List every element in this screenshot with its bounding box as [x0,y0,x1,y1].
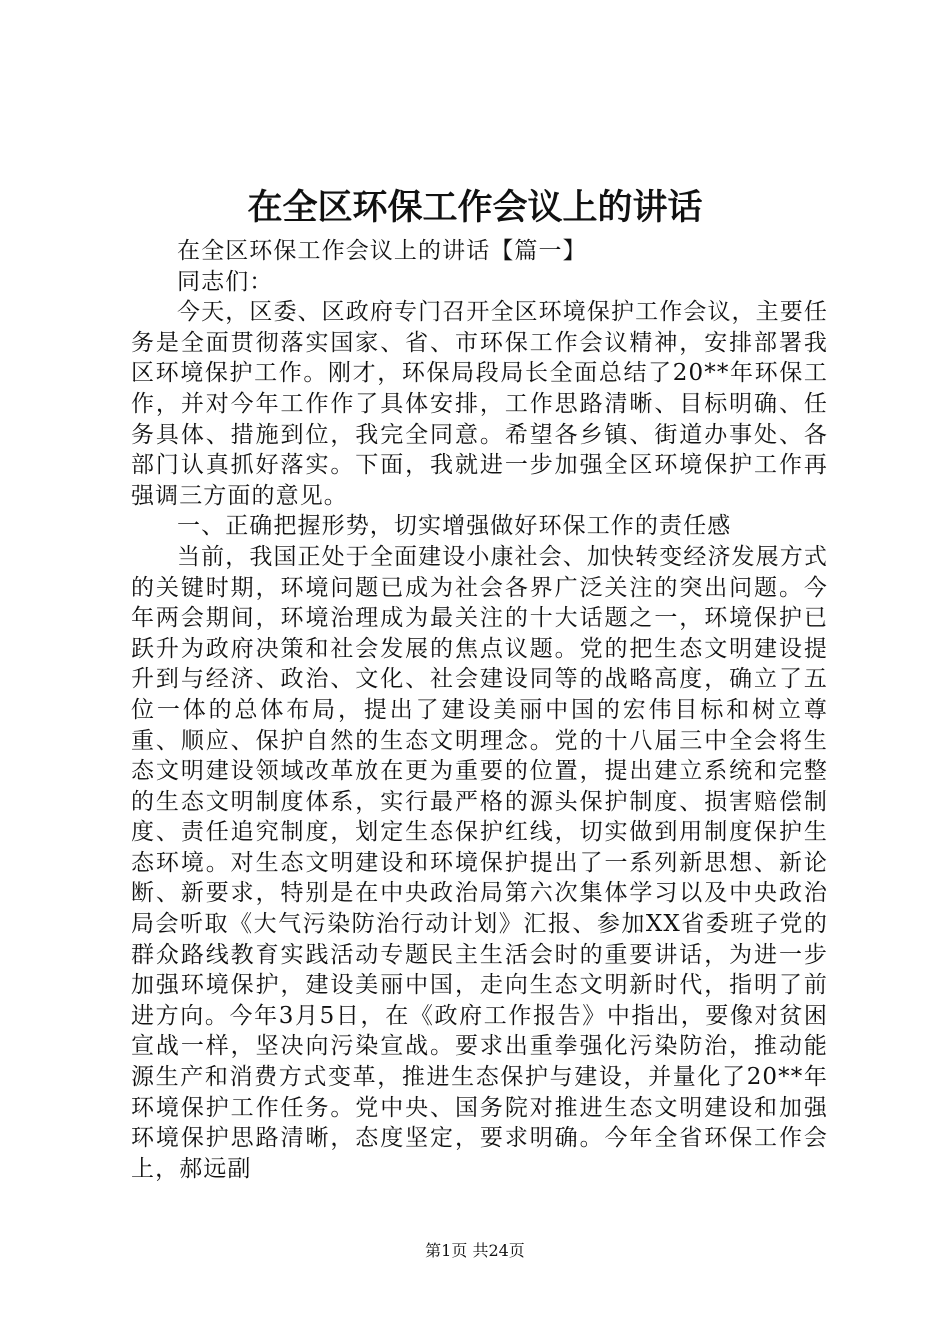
section-heading-part-one: 在全区环保工作会议上的讲话【篇一】 [177,238,587,264]
body-paragraph: 当前，我国正处于全面建设小康社会、加快转变经济发展方式的关键时期，环境问题已成为社会各界广泛关注的突出问题。今年两会期间，环境治理成为最关注的十大话题之一，环境保护已跃升为政府决策和社会发展的焦点议题。党的把生态文明建设提升到与经济、政治、文化、社会建设同等的战略高度，确立了五位一体的总体布局，提出了建设美丽中国的宏伟目标和树立尊重、顺应、保护自然的生态文明理念。党的十八届三中全会将生态文明建设领域改革放在更为重要的位置，提出建立系统和完整的生态文明制度体系，实行最严格的源头保护制度、损害赔偿制度、责任追究制度，划定生态保护红线，切实做到用制度保护生态环境。对生态文明建设和环境保护提出了一系列新思想、新论断、新要求，特别是在中央政治局第六次集体学习以及中央政治局会听取《大气污染防治行动计划》汇报、参加XX省委班子党的群众路线教育实践活动专题民主生活会时的重要讲话，为进一步加强环境保护，建设美丽中国，走向生态文明新时代，指明了前进方向。今年3月5日，在《政府工作报告》中指出，要像对贫困宣战一样，坚决向污染宣战。要求出重拳强化污染防治，推动能源生产和消费方式变革，推进生态保护与建设，并量化了20**年环境保护工作任务。党中央、国务院对推进生态文明建设和加强环境保护思路清晰，态度坚定，要求明确。今年全省环保工作会上，郝远副 [131,543,828,1182]
document-body [131,236,828,1184]
page-number-footer: 第1页 共24页 [425,1241,525,1260]
salutation: 同志们： [177,268,274,295]
body-paragraph: 今天，区委、区政府专门召开全区环境保护工作会议，主要任务是全面贯彻落实国家、省、市环保工作会议精神，安排部署我区环境保护工作。刚才，环保局段局长全面总结了20**年环保工作，并对今年工作作了具体安排，工作思路清晰、目标明确、任务具体、措施到位，我完全同意。希望各乡镇、街道办事处、各部门认真抓好落实。下面，我就进一步加强全区环境保护工作再强调三方面的意见。 [131,299,828,509]
section-heading-one: 一、正确把握形势，切实增强做好环保工作的责任感 [177,513,732,540]
document-title: 在全区环保工作会议上的讲话 [247,187,703,228]
